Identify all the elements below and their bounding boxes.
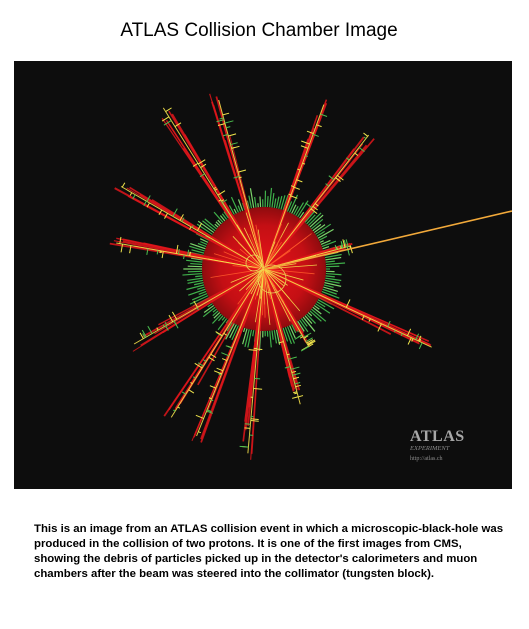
collision-event-image bbox=[14, 61, 512, 489]
image-caption: This is an image from an ATLAS collision event in which a microscopic-black-hole was produced in the collision of two protons. It is one of the first images from CMS, showing the debris of particles picked up in the detector's calorimeters and muon chambers after the beam was steered into the collimator (tungsten block). bbox=[34, 523, 504, 580]
event-display-graphic bbox=[14, 61, 512, 489]
atlas-logo-subtext: EXPERIMENT bbox=[410, 445, 450, 452]
atlas-logo-url: http://atlas.ch bbox=[410, 455, 443, 462]
atlas-logo bbox=[410, 429, 465, 462]
atlas-logo-text: ATLAS bbox=[410, 428, 465, 445]
page-title: ATLAS Collision Chamber Image bbox=[120, 20, 398, 41]
